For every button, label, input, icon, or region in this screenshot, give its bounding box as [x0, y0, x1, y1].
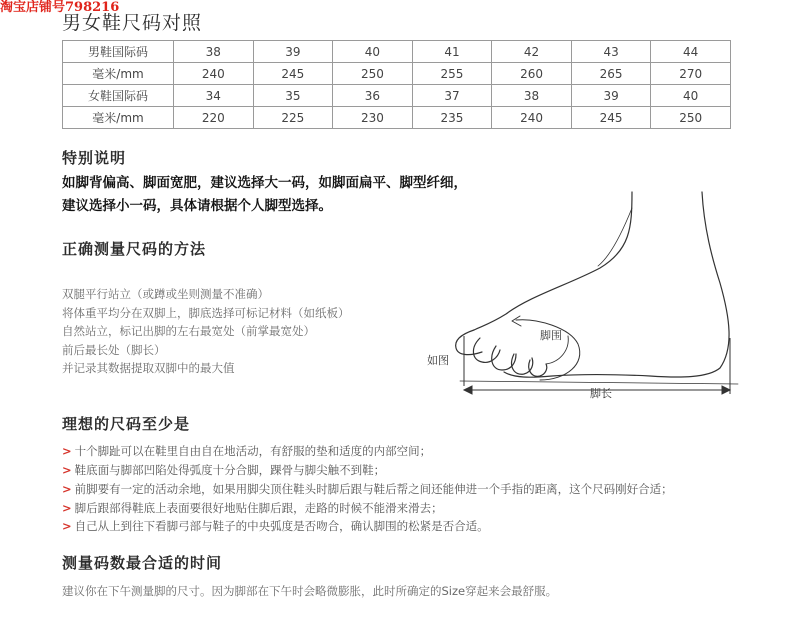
measure-method-title: 正确测量尺码的方法 — [62, 240, 207, 258]
best-time-title: 测量码数最合适的时间 — [62, 554, 223, 572]
table-cell: 235 — [412, 107, 492, 129]
row-header: 男鞋国际码 — [63, 41, 174, 63]
table-cell: 42 — [492, 41, 572, 63]
table-cell: 34 — [174, 85, 254, 107]
table-row — [63, 41, 731, 63]
ground-line — [460, 381, 738, 384]
page-title: 男女鞋尺码对照 — [62, 12, 203, 34]
toe-2 — [473, 338, 500, 362]
special-note-line: 如脚背偏高、脚面宽肥，建议选择大一码，如脚面扁平、脚型纤细， — [62, 175, 467, 191]
bullet-arrow-icon: > — [62, 444, 72, 458]
table-cell: 41 — [412, 41, 492, 63]
list-item-text: 前脚要有一定的活动余地，如果用脚尖顶住鞋头时脚后跟与鞋后帮之间还能伸进一个手指的距离，这个尺码刚好合适； — [74, 482, 673, 496]
table-cell: 38 — [174, 41, 254, 63]
bullet-arrow-icon: > — [62, 501, 72, 515]
toe-big — [456, 330, 482, 355]
table-cell: 255 — [412, 63, 492, 85]
ideal-fit-title: 理想的尺码至少是 — [62, 415, 191, 433]
table-cell: 40 — [333, 41, 413, 63]
table-cell: 260 — [492, 63, 572, 85]
row-header: 毫米/mm — [63, 63, 174, 85]
table-cell: 250 — [651, 107, 731, 129]
row-header: 毫米/mm — [63, 107, 174, 129]
shop-watermark: 淘宝店铺号798216 — [0, 0, 120, 15]
list-item — [62, 481, 673, 497]
table-cell: 40 — [651, 85, 731, 107]
table-cell: 230 — [333, 107, 413, 129]
list-item — [62, 500, 443, 516]
table-cell: 35 — [253, 85, 333, 107]
special-note-line: 建议选择小一码，具体请根据个人脚型选择。 — [62, 198, 332, 214]
special-note-title: 特别说明 — [62, 149, 127, 167]
row-header: 女鞋国际码 — [63, 85, 174, 107]
table-cell: 36 — [333, 85, 413, 107]
measure-step: 自然站立，标记出脚的左右最宽处（前掌最宽处） — [62, 324, 315, 338]
instep-girth-label: 脚围 — [540, 329, 562, 342]
bullet-arrow-icon: > — [62, 482, 72, 496]
table-cell: 240 — [492, 107, 572, 129]
list-item — [62, 518, 489, 534]
table-row — [63, 63, 731, 85]
bullet-arrow-icon: > — [62, 519, 72, 533]
table-row — [63, 85, 731, 107]
foot-outline-front — [474, 192, 632, 330]
list-item-text: 脚后跟部得鞋底上表面要很好地贴住脚后跟，走路的时候不能滑来滑去； — [74, 501, 443, 515]
table-cell: 38 — [492, 85, 572, 107]
example-label: 如图 — [427, 354, 449, 367]
list-item — [62, 462, 385, 478]
size-chart-table — [62, 40, 731, 129]
table-cell: 39 — [571, 85, 651, 107]
length-arrow-right — [722, 386, 730, 394]
best-time-text: 建议你在下午测量脚的尺寸。因为脚部在下午时会略微膨胀，此时所确定的Size穿起来会最舒服。 — [62, 584, 558, 598]
foot-outline-heel — [504, 192, 729, 377]
measure-step: 并记录其数据提取双脚中的最大值 — [62, 361, 235, 375]
table-cell: 245 — [253, 63, 333, 85]
table-cell: 37 — [412, 85, 492, 107]
measure-step: 双腿平行站立（或蹲或坐则测量不准确） — [62, 287, 269, 301]
table-cell: 43 — [571, 41, 651, 63]
table-cell: 270 — [651, 63, 731, 85]
table-cell: 220 — [174, 107, 254, 129]
table-cell: 39 — [253, 41, 333, 63]
table-cell: 225 — [253, 107, 333, 129]
list-item-text: 自己从上到往下看脚弓部与鞋子的中央弧度是否吻合，确认脚围的松紧是否合适。 — [74, 519, 489, 533]
table-cell: 245 — [571, 107, 651, 129]
girth-arrow — [512, 316, 521, 326]
list-item-text: 鞋底面与脚部凹陷处得弧度十分合脚，踝骨与脚尖触不到鞋； — [74, 463, 386, 477]
foot-measurement-diagram — [420, 188, 750, 398]
measure-step: 前后最长处（脚长） — [62, 343, 166, 357]
measure-step: 将体重平均分在双脚上，脚底选择可标记材料（如纸板） — [62, 306, 350, 320]
list-item — [62, 443, 431, 459]
table-cell: 240 — [174, 63, 254, 85]
table-row — [63, 107, 731, 129]
list-item-text: 十个脚趾可以在鞋里自由自在地活动，有舒服的垫和适度的内部空间； — [74, 444, 432, 458]
length-arrow-left — [464, 386, 472, 394]
foot-length-label: 脚长 — [590, 387, 612, 400]
bullet-arrow-icon: > — [62, 463, 72, 477]
table-cell: 44 — [651, 41, 731, 63]
table-cell: 265 — [571, 63, 651, 85]
table-cell: 250 — [333, 63, 413, 85]
